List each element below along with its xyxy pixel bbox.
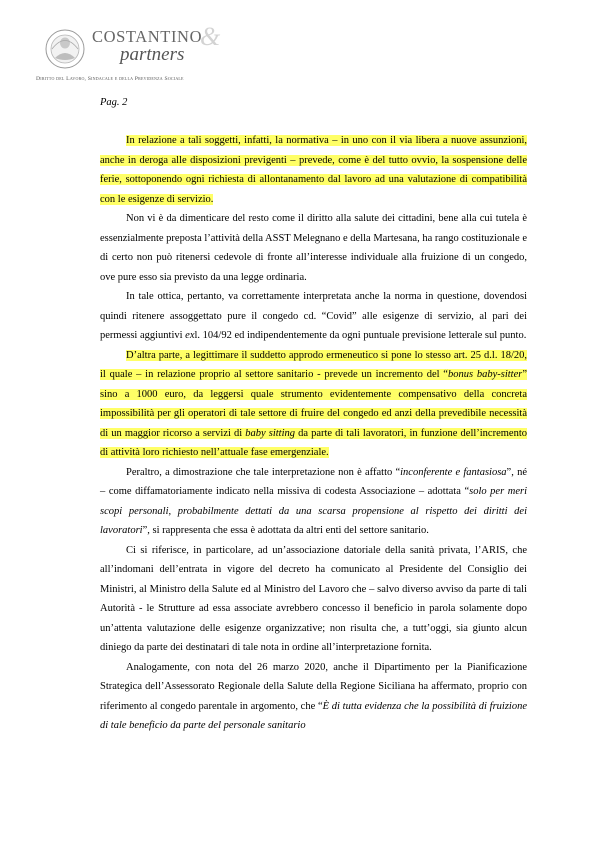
firm-tagline: Diritto del Lavoro, Sindacale e della Previdenza Sociale <box>36 76 184 82</box>
paragraph <box>100 658 527 736</box>
paragraph <box>100 346 527 463</box>
highlighted-text: baby sitting <box>245 427 296 439</box>
paragraph <box>100 131 527 209</box>
letterhead-brand <box>92 22 221 65</box>
text-run: Peraltro, a dimostrazione che tale interpretazione non è affatto “ <box>126 466 401 478</box>
page-number: Pag. 2 <box>100 97 128 108</box>
italic-text <box>245 428 295 439</box>
text-run: ”, si rappresenta che essa è adottata da altri enti del settore sanitario. <box>142 525 429 536</box>
text-run: È di tutta evidenza che la possibilità di fruizione di tale beneficio da parte del personale sanitario <box>100 700 527 731</box>
firm-name: COSTANTINO <box>92 27 203 46</box>
paragraph <box>100 541 527 658</box>
text-run: ”, né – come diffamatoriamente indicato nella missiva di codesta Associazione – adottata “ <box>100 466 527 497</box>
paragraph <box>100 287 527 346</box>
paragraph <box>100 209 527 287</box>
highlighted-text: bonus baby-sitter <box>447 369 523 380</box>
text-run: l. 104/92 ed indipendentemente da ogni puntuale previsione letterale sul punto. <box>194 330 527 341</box>
italic-text <box>400 467 506 478</box>
text-run: Ci si riferisce, in particolare, ad un’associazione datoriale della sanità privata, l’ARIS, che all’indomani dell’entrata in vigore del decreto ha comunicato al Presidente del Consiglio dei Ministri, al Ministro della Salute ed al Ministro del Lavoro che – salvo diverso avviso da parte di tali Autorità - le Strutture ad essa associate avrebbero concesso il beneficio in parola solamente dopo un’attenta valutazione delle esigenze organizzative; non risulta che, a tutt’oggi, sia giunto alcun diniego da parte dei destinatari di tale nota in ordine all’interpretazione fornita. <box>100 544 527 653</box>
firm-ampersand: & <box>200 22 221 51</box>
firm-partners: partners <box>120 44 185 65</box>
highlighted-text: D’altra parte, a legittimare il suddetto approdo ermeneutico si pone lo stesso art. 25 d.l. 18/20, il quale – in relazione proprio al settore sanitario - prevede un incremento del “ <box>100 349 527 380</box>
text-run: ex <box>185 330 195 341</box>
text-run: In tale ottica, pertanto, va correttamente interpretata anche la norma in questione, dovendosi quindi ritenere assoggettato pure il congedo cd. “Covid” alle esigenze di servizio, al pari dei permessi aggiuntivi <box>100 291 527 341</box>
text-run: inconferente e fantasiosa <box>400 466 507 478</box>
highlighted-text: ” sino a 1000 euro, da leggersi quale strumento evidentemente compensativo della concreta impossibilità per gli operatori di tale settore di fruire del congedo ed anzi della prevedibile necessità di un maggior ricorso a servizi di <box>100 369 527 439</box>
letter-body <box>100 131 527 736</box>
text-run: solo per meri scopi personali, probabilmente dettati da una scarsa propensione al rispetto dei diritti dei lavoratori <box>100 486 527 536</box>
text-run: Analogamente, con nota del 26 marzo 2020, anche il Dipartimento per la Pianificazione Strategica dell’Assessorato Regionale della Salute della Regione Siciliana ha affermato, proprio con riferimento al congedo parentale in argomento, che “ <box>100 661 527 712</box>
highlighted-text: da parte di tali lavoratori, in funzione dell’incremento di attività loro richiesto nell’attuale fase emergenziale. <box>100 427 527 458</box>
highlighted-text: In relazione a tali soggetti, infatti, la normativa – in uno con il via libera a nuove assunzioni, anche in deroga alle disposizioni previgenti – prevede, come è del tutto ovvio, la sospensione delle ferie, sottoponendo ogni richiesta di allontanamento dal lavoro ad una valutazione di compatibilità con le esigenze di servizio. <box>100 135 527 205</box>
paragraph <box>100 463 527 541</box>
firm-logo-icon <box>44 28 86 70</box>
italic-text <box>448 369 522 380</box>
text-run: Non vi è da dimenticare del resto come il diritto alla salute dei cittadini, bene alla cui tutela è essenzialmente preposta l’attività della ASST Melegnano e della Martesana, ha rango costituzionale e di certo non può ritenersi cedevole di fronte all’interesse individuale alla fruizione di un congedo, ove pure esso sia previsto da una legge ordinaria. <box>100 213 527 283</box>
